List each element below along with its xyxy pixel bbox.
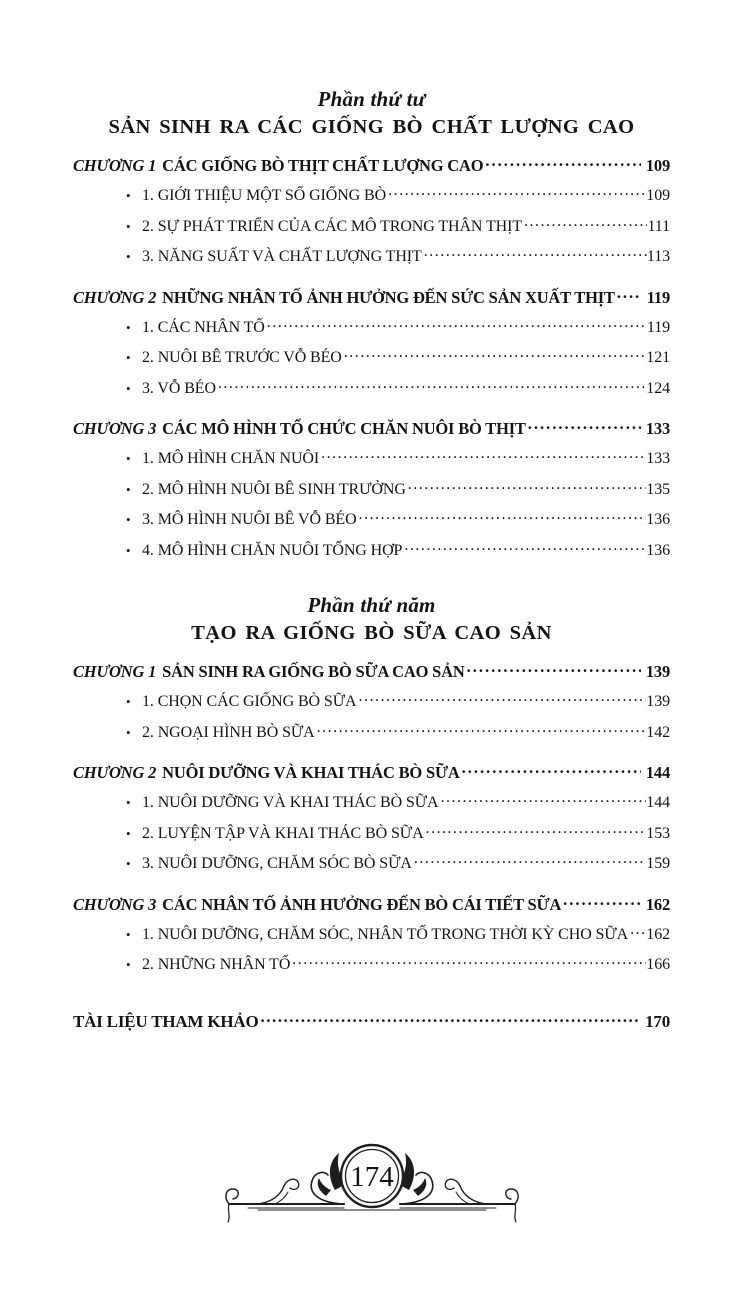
item-label: 2. NUÔI BÊ TRƯỚC VỖ BÉO: [142, 349, 342, 366]
item-label: 1. CÁC NHÂN TỐ: [142, 318, 265, 336]
bullet-icon: •: [126, 957, 131, 972]
references-label: TÀI LIỆU THAM KHẢO: [73, 1011, 259, 1031]
toc-item-row: [73, 212, 670, 243]
toc-item-row: [73, 343, 670, 374]
chapter-page-number: 162: [645, 894, 670, 914]
toc-part: [73, 86, 670, 566]
toc-chapter: [73, 758, 670, 880]
item-label: 4. MÔ HÌNH CHĂN NUÔI TỔNG HỢP: [142, 541, 403, 559]
toc-item-row: [73, 687, 670, 718]
dot-leader: [460, 758, 641, 788]
item-page-number: 144: [646, 794, 670, 811]
toc-parts: [73, 86, 670, 981]
item-page-number: 159: [646, 855, 670, 872]
dot-leader: [265, 313, 647, 344]
chapter-title: NUÔI DƯỠNG VÀ KHAI THÁC BÒ SỮA: [162, 763, 460, 782]
dot-leader: [412, 849, 646, 880]
toc-chapter: [73, 890, 670, 981]
toc-item-row: [73, 718, 670, 749]
chapter-label: CHƯƠNG 2: [73, 287, 157, 307]
toc-item-row: [73, 819, 670, 850]
item-label: 2. LUYỆN TẬP VÀ KHAI THÁC BÒ SỮA: [142, 824, 424, 842]
bullet-icon: •: [126, 481, 131, 497]
item-label: 3. VỖ BÉO: [142, 379, 216, 397]
chapter-page-number: 144: [645, 763, 670, 782]
item-label: 3. NUÔI DƯỠNG, CHĂM SÓC BÒ SỮA: [142, 855, 412, 872]
item-page-number: 139: [646, 693, 670, 710]
bullet-icon: •: [126, 694, 131, 709]
item-page-number: 109: [646, 187, 670, 204]
dot-leader: [615, 283, 642, 313]
toc-chapter-row: [73, 151, 670, 181]
item-label: 1. NUÔI DƯỠNG VÀ KHAI THÁC BÒ SỮA: [142, 794, 439, 811]
chapter-label: CHƯƠNG 3: [73, 894, 157, 914]
part-title: TẠO RA GIỐNG BÒ SỮA CAO SẢN: [191, 622, 552, 644]
toc-chapter-row: [73, 414, 670, 444]
part-label: Phần thứ tư: [317, 87, 426, 111]
toc-chapter-row: [73, 283, 670, 313]
dot-leader: [561, 890, 641, 920]
item-page-number: 113: [646, 248, 670, 265]
chapter-label: CHƯƠNG 3: [73, 419, 157, 438]
item-label: 2. MÔ HÌNH NUÔI BÊ SINH TRƯỞNG: [142, 480, 406, 498]
chapter-items: [73, 687, 670, 748]
dot-leader: [356, 687, 646, 718]
item-page-number: 121: [646, 349, 670, 366]
chapter-list: [73, 151, 670, 566]
footer-page-number: 174: [350, 1161, 394, 1193]
dot-leader: [258, 1007, 640, 1037]
footer-ornament: [222, 1126, 522, 1234]
item-label: 1. NUÔI DƯỠNG, CHĂM SÓC, NHÂN TỐ TRONG THỜI KỲ CHO SỮA: [142, 925, 629, 943]
toc-item-row: [73, 444, 670, 475]
item-page-number: 136: [646, 541, 670, 559]
chapter-label: CHƯƠNG 1: [73, 662, 157, 681]
item-page-number: 136: [646, 511, 670, 528]
chapter-page-number: 119: [646, 287, 670, 307]
chapter-label: CHƯƠNG 1: [73, 156, 157, 175]
toc-item-row: [73, 849, 670, 880]
chapter-items: [73, 920, 670, 981]
dot-leader: [439, 788, 647, 819]
bullet-icon: •: [126, 319, 131, 335]
chapter-items: [73, 313, 670, 405]
item-label: 3. MÔ HÌNH NUÔI BÊ VỖ BÉO: [142, 511, 357, 528]
item-label: 3. NĂNG SUẤT VÀ CHẤT LƯỢNG THỊT: [142, 248, 422, 265]
bullet-icon: •: [126, 926, 131, 942]
bullet-icon: •: [126, 825, 131, 841]
dot-leader: [483, 151, 640, 181]
item-page-number: 119: [646, 318, 670, 336]
ornament-flourish-icon: [222, 1126, 522, 1234]
toc-chapter-row: [73, 657, 670, 687]
dot-leader: [342, 343, 647, 374]
toc-item-row: [73, 374, 670, 405]
dot-leader: [315, 718, 647, 749]
toc-item-row: [73, 950, 670, 981]
dot-leader: [465, 657, 641, 687]
toc-item-row: [73, 242, 670, 273]
chapter-title: CÁC GIỐNG BÒ THỊT CHẤT LƯỢNG CAO: [162, 156, 484, 175]
chapter-page-number: 133: [645, 419, 670, 438]
item-label: 1. GIỚI THIỆU MỘT SỐ GIỐNG BÒ: [142, 187, 387, 204]
bullet-icon: •: [126, 724, 131, 740]
dot-leader: [216, 374, 646, 405]
toc-item-row: [73, 475, 670, 506]
bullet-icon: •: [126, 542, 131, 558]
toc-item-row: [73, 181, 670, 212]
chapter-items: [73, 444, 670, 566]
item-page-number: 133: [646, 450, 670, 467]
toc-item-row: [73, 313, 670, 344]
item-page-number: 142: [646, 723, 670, 741]
toc-chapter: [73, 283, 670, 405]
chapter-items: [73, 181, 670, 273]
bullet-icon: •: [126, 795, 131, 810]
item-page-number: 111: [647, 217, 670, 235]
chapter-list: [73, 657, 670, 981]
item-page-number: 153: [646, 824, 670, 842]
bullet-icon: •: [126, 380, 131, 396]
toc-chapter: [73, 151, 670, 273]
references-row: [73, 1007, 670, 1037]
item-page-number: 166: [646, 956, 670, 973]
toc-part: [73, 592, 670, 981]
chapter-title: CÁC MÔ HÌNH TỔ CHỨC CHĂN NUÔI BÒ THỊT: [162, 419, 526, 438]
item-label: 2. SỰ PHÁT TRIỂN CỦA CÁC MÔ TRONG THÂN THỊT: [142, 217, 523, 235]
chapter-title: NHỮNG NHÂN TỐ ẢNH HƯỞNG ĐẾN SỨC SẢN XUẤT THỊT: [162, 287, 615, 307]
bullet-icon: •: [126, 188, 131, 203]
chapter-items: [73, 788, 670, 880]
chapter-title: SẢN SINH RA GIỐNG BÒ SỮA CAO SẢN: [162, 662, 465, 681]
toc-item-row: [73, 536, 670, 567]
chapter-page-number: 139: [645, 662, 670, 681]
bullet-icon: •: [126, 350, 131, 365]
chapter-title: CÁC NHÂN TỐ ẢNH HƯỞNG ĐẾN BÒ CÁI TIẾT SỮA: [162, 894, 562, 914]
item-label: 2. NHỮNG NHÂN TỐ: [142, 956, 291, 973]
toc-item-row: [73, 920, 670, 951]
part-label: Phần thứ năm: [307, 593, 436, 617]
dot-leader: [290, 950, 646, 981]
chapter-label: CHƯƠNG 2: [73, 763, 157, 782]
bullet-icon: •: [126, 249, 131, 264]
toc-item-row: [73, 788, 670, 819]
item-label: 1. CHỌN CÁC GIỐNG BÒ SỮA: [142, 693, 357, 710]
bullet-icon: •: [126, 512, 131, 527]
item-label: 1. MÔ HÌNH CHĂN NUÔI: [142, 450, 320, 467]
toc-item-row: [73, 505, 670, 536]
bullet-icon: •: [126, 451, 131, 466]
references-page-number: 170: [645, 1011, 670, 1031]
toc-chapter: [73, 657, 670, 748]
dot-leader: [522, 212, 647, 243]
dot-leader: [357, 505, 647, 536]
dot-leader: [386, 181, 646, 212]
bullet-icon: •: [126, 218, 131, 234]
toc-chapter: [73, 414, 670, 566]
item-page-number: 124: [646, 379, 670, 397]
dot-leader: [424, 819, 647, 850]
toc-chapter-row: [73, 890, 670, 920]
dot-leader: [628, 920, 646, 951]
dot-leader: [422, 242, 647, 273]
chapter-page-number: 109: [645, 156, 670, 175]
dot-leader: [406, 475, 647, 506]
item-page-number: 135: [646, 480, 670, 498]
dot-leader: [526, 414, 641, 444]
item-label: 2. NGOẠI HÌNH BÒ SỮA: [142, 723, 315, 741]
bullet-icon: •: [126, 856, 131, 871]
toc-chapter-row: [73, 758, 670, 788]
item-page-number: 162: [646, 925, 670, 943]
dot-leader: [402, 536, 646, 567]
part-title: SẢN SINH RA CÁC GIỐNG BÒ CHẤT LƯỢNG CAO: [108, 116, 635, 138]
dot-leader: [319, 444, 646, 475]
